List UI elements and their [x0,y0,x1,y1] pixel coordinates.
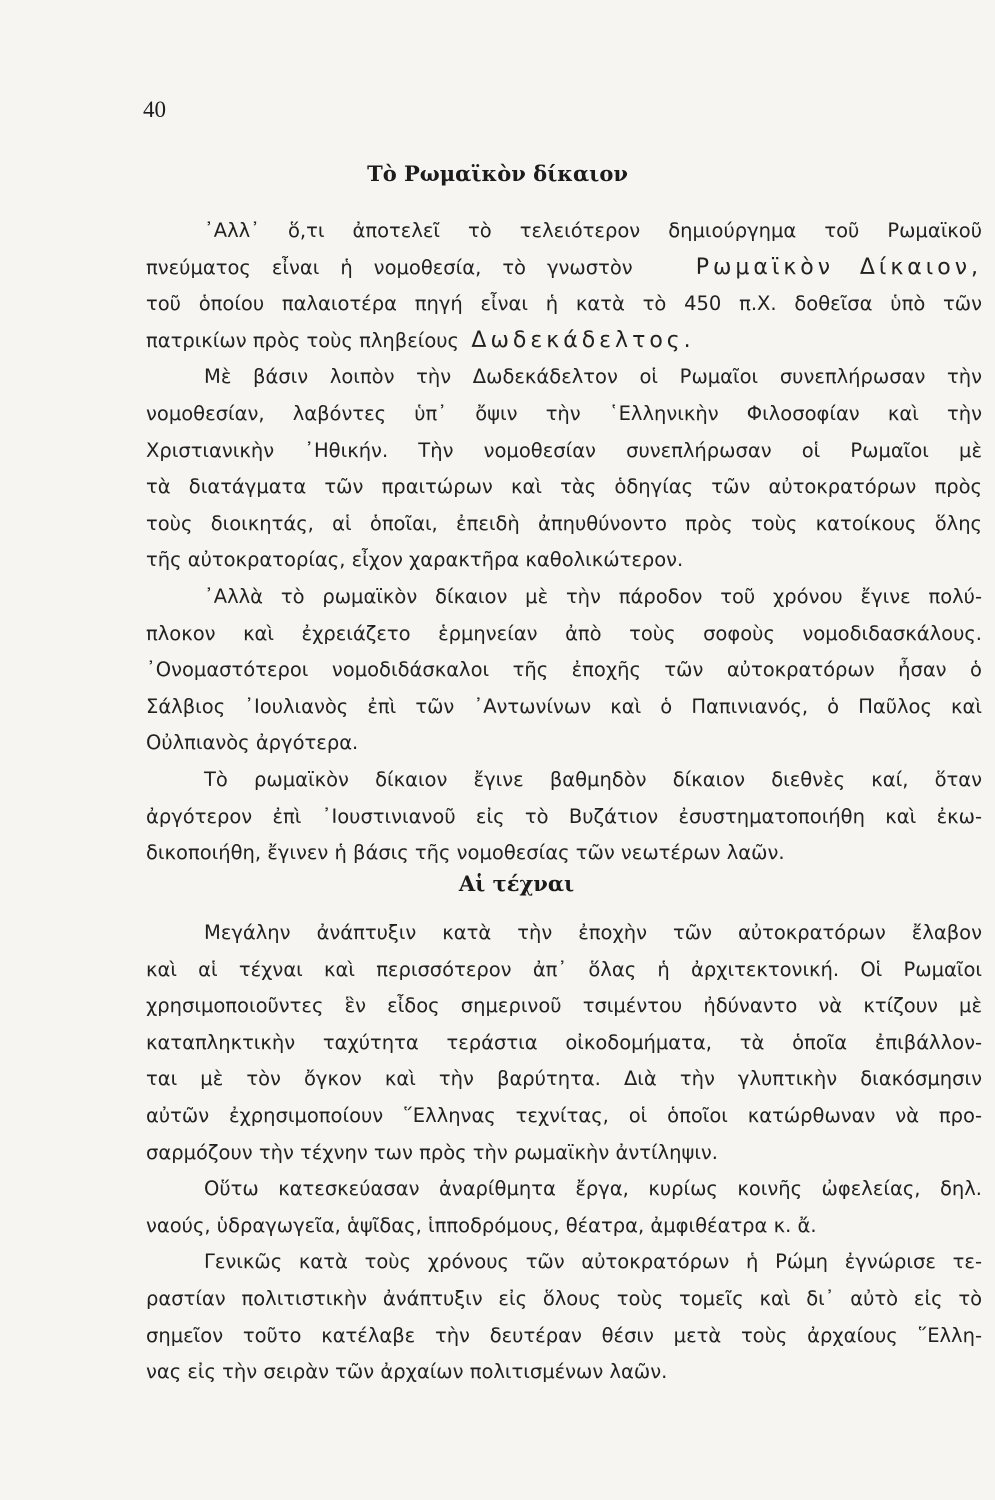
text-line: Τὸ ρωμαϊκὸν δίκαιον ἔγινε βαθμηδὸν δίκαιον διεθνὲς καί, ὅταν [204,767,982,791]
spaced-term: Ρωμαϊκὸν Δίκαιον, [695,254,982,280]
text-line: Οὕτω κατεσκεύασαν ἀναρίθμητα ἔργα, κυρίως κοινῆς ὠφελείας, δηλ. [204,1177,982,1201]
text-line: πατρικίων πρὸς τοὺς πληβείους Δωδεκάδελτος. [146,327,695,353]
text-line: τοῦ ὁποίου παλαιοτέρα πηγή εἶναι ἡ κατὰ τὸ 450 π.Χ. δοθεῖσα ὑπὸ τῶν [146,292,982,316]
text-line: τῆς αὐτοκρατορίας, εἶχον χαρακτῆρα καθολικώτερον. [146,548,684,572]
text-line: σημεῖον τοῦτο κατέλαβε τὴν δευτέραν θέσιν μετὰ τοὺς ἀρχαίους ῞Ελλη- [146,1323,982,1347]
text-line: καὶ αἱ τέχναι καὶ περισσότερον ἀπ᾿ ὅλας ἡ ἀρχιτεκτονική. Οἱ Ρωμαῖοι [146,957,982,981]
text-line: ἀργότερον ἐπὶ ᾿Ιουστινιανοῦ εἰς τὸ Βυζάτιον ἐσυστηματοποιήθη καὶ ἐκω- [146,804,982,828]
text-line: καταπληκτικὴν ταχύτητα τεράστια οἰκοδομήματα, τὰ ὁποῖα ἐπιβάλλον- [146,1030,982,1054]
text-line: ται μὲ τὸν ὄγκον καὶ τὴν βαρύτητα. Διὰ τὴν γλυπτικὴν διακόσμησιν [146,1067,982,1091]
text-line: ᾿Ονομαστότεροι νομοδιδάσκαλοι τῆς ἐποχῆς τῶν αὐτοκρατόρων ἦσαν ὁ [146,658,982,682]
text-line: αὐτῶν ἐχρησιμοποίουν ῞Ελληνας τεχνίτας, οἱ ὁποῖοι κατώρθωναν νὰ προ- [146,1103,982,1127]
section-roman-law [146,213,982,872]
text-line: Μεγάλην ἀνάπτυξιν κατὰ τὴν ἐποχὴν τῶν αὐτοκρατόρων ἔλαβον [204,921,982,944]
text-line: Χριστιανικὴν ᾿Ηθικήν. Τὴν νομοθεσίαν συνεπλήρωσαν οἱ Ρωμαῖοι μὲ [146,438,982,462]
text-line: Γενικῶς κατὰ τοὺς χρόνους τῶν αὐτοκρατόρων ἡ Ρώμη ἐγνώρισε τε- [204,1250,982,1274]
spaced-term: Δωδεκάδελτος. [471,327,695,353]
text-line: πλοκον καὶ ἐχρειάζετο ἑρμηνείαν ἀπὸ τοὺς σοφοὺς νομοδιδασκάλους. [146,621,982,645]
text-line: δικοποιήθη, ἔγινεν ἡ βάσις τῆς νομοθεσίας τῶν νεωτέρων λαῶν. [146,841,785,865]
text-line: ραστίαν πολιτιστικὴν ἀνάπτυξιν εἰς ὅλους τοὺς τομεῖς καὶ δι᾿ αὐτὸ εἰς τὸ [146,1286,982,1310]
text-line: τοὺς διοικητάς, αἱ ὁποῖαι, ἐπειδὴ ἀπηυθύνοντο πρὸς τοὺς κατοίκους ὅλης [146,511,982,535]
text-line: Οὐλπιανὸς ἀργότερα. [146,731,359,755]
text-line: πνεύματος εἶναι ἡ νομοθεσία, τὸ γνωστὸν Ρωμαϊκὸν Δίκαιον, [146,254,982,280]
text-line: νας εἰς τὴν σειρὰν τῶν ἀρχαίων πολιτισμένων λαῶν. [146,1360,668,1384]
text-line: νομοθεσίαν, λαβόντες ὑπ᾿ ὄψιν τὴν ῾Ελληνικὴν Φιλοσοφίαν καὶ τὴν [146,401,982,425]
text-line: χρησιμοποιοῦντες ἓν εἶδος σημερινοῦ τσιμέντου ἠδύναντο νὰ κτίζουν μὲ [146,994,982,1018]
text-line: ᾿Αλλὰ τὸ ρωμαϊκὸν δίκαιον μὲ τὴν πάροδον τοῦ χρόνου ἔγινε πολύ- [204,584,982,608]
text-line: ναούς, ὑδραγωγεῖα, ἁψῖδας, ἱπποδρόμους, θέατρα, ἀμφιθέατρα κ. ἄ. [146,1213,817,1237]
text-line: Μὲ βάσιν λοιπὸν τὴν Δωδεκάδελτον οἱ Ρωμαῖοι συνεπλήρωσαν τὴν [204,365,982,389]
heading-roman-law: Τὸ Ρωμαϊκὸν δίκαιον [367,161,628,186]
text-line: τὰ διατάγματα τῶν πραιτώρων καὶ τὰς ὁδηγίας τῶν αὐτοκρατόρων πρὸς [146,475,982,499]
text-line: Σάλβιος ᾿Ιουλιανὸς ἐπὶ τῶν ᾿Αντωνίνων καὶ ὁ Παπινιανός, ὁ Παῦλος καὶ [146,694,982,718]
page-number: 40 [143,97,166,122]
heading-arts: Αἱ τέχναι [458,871,575,896]
section-arts [146,915,982,1391]
text-line: σαρμόζουν τὴν τέχνην των πρὸς τὴν ρωμαϊκὴν ἀντίληψιν. [146,1140,719,1164]
text-line: ᾿Αλλ᾿ ὅ,τι ἀποτελεῖ τὸ τελειότερον δημιούργημα τοῦ Ρωμαϊκοῦ [204,219,982,242]
